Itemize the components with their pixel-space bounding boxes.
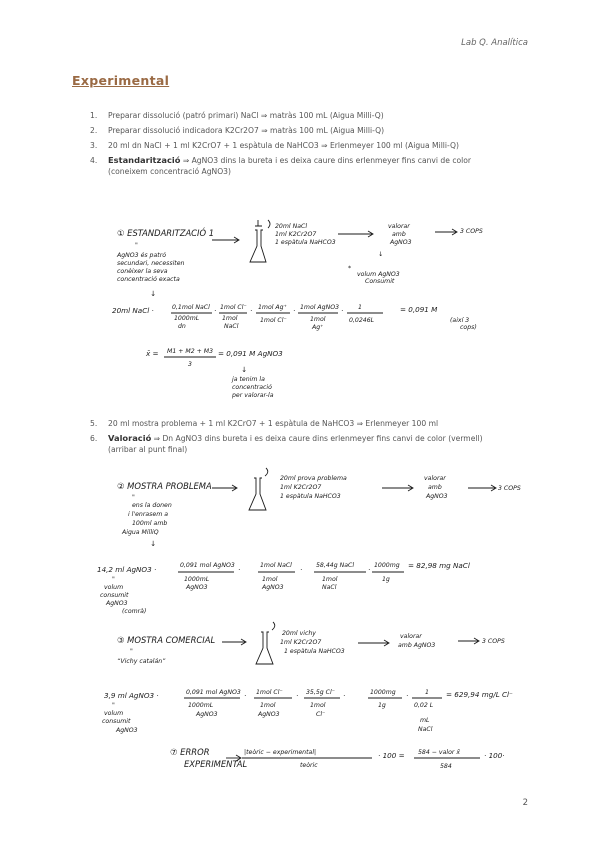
svg-text:EXPERIMENTAL: EXPERIMENTAL bbox=[184, 759, 248, 769]
svg-text:1: 1 bbox=[358, 304, 362, 311]
svg-text:1mol: 1mol bbox=[322, 576, 338, 583]
svg-text:M1 + M2 + M3: M1 + M2 + M3 bbox=[167, 348, 214, 355]
svg-text:AgNO3: AgNO3 bbox=[116, 727, 138, 734]
repetitions: 3 COPS bbox=[460, 228, 483, 235]
svg-text:|teòric − experimental|: |teòric − experimental| bbox=[244, 749, 317, 756]
svg-text:Cl⁻: Cl⁻ bbox=[316, 711, 326, 718]
std-result: = 0,091 M bbox=[400, 305, 438, 314]
svg-text:AgNO3: AgNO3 bbox=[426, 493, 448, 500]
svg-text:1mol: 1mol bbox=[310, 702, 326, 709]
svg-text:i l'enrasem a: i l'enrasem a bbox=[128, 511, 168, 518]
svg-text:NaCl: NaCl bbox=[322, 584, 337, 591]
std-calc-lead: 20ml NaCl · bbox=[112, 306, 154, 315]
svg-text:·: · bbox=[250, 306, 253, 315]
commercial-calc-lead: 3,9 ml AgNO3 · bbox=[104, 691, 159, 700]
svg-text:1mol AgNO3: 1mol AgNO3 bbox=[300, 304, 340, 311]
svg-text:amb AgNO3: amb AgNO3 bbox=[398, 642, 436, 649]
mean-result: = 0,091 M AgNO3 bbox=[218, 349, 283, 358]
svg-text:584: 584 bbox=[440, 763, 452, 770]
svg-text:Consumit: Consumit bbox=[365, 278, 395, 285]
problem-label: ② MOSTRA PROBLEMA bbox=[117, 481, 212, 491]
svg-text:1mol Cl⁻: 1mol Cl⁻ bbox=[220, 304, 247, 311]
svg-text:35,5g Cl⁻: 35,5g Cl⁻ bbox=[306, 689, 335, 696]
svg-text:": " bbox=[135, 242, 138, 249]
svg-text:": " bbox=[130, 648, 133, 655]
svg-text:584 − valor x̄: 584 − valor x̄ bbox=[418, 749, 461, 756]
svg-text:↓: ↓ bbox=[150, 289, 157, 298]
svg-text:volum: volum bbox=[104, 710, 124, 717]
svg-text:secundari, necessiten: secundari, necessiten bbox=[117, 260, 185, 267]
svg-text:": " bbox=[112, 576, 115, 583]
svg-text:AgNO3: AgNO3 bbox=[262, 584, 284, 591]
problem-result: = 82,98 mg NaCl bbox=[408, 561, 470, 570]
svg-text:dn: dn bbox=[178, 323, 186, 330]
problem-calc-lead: 14,2 ml AgNO3 · bbox=[97, 565, 157, 574]
svg-text:volum: volum bbox=[104, 584, 124, 591]
svg-text:1000mg: 1000mg bbox=[374, 562, 400, 569]
svg-text:·: · bbox=[238, 565, 241, 574]
svg-text:per valorar-la: per valorar-la bbox=[232, 392, 274, 399]
list-item: 2. Preparar dissolució indicadora K2Cr2O7 ⇒ matràs 100 mL (Aigua Milli-Q) bbox=[90, 126, 385, 135]
svg-text:NaCl: NaCl bbox=[418, 726, 433, 733]
svg-text:20ml prova problema: 20ml prova problema bbox=[280, 475, 347, 482]
svg-text:“Vichy catalán”: “Vichy catalán” bbox=[117, 658, 166, 665]
std-label: ① ESTANDARITZACIÓ 1 bbox=[117, 228, 215, 238]
svg-text:amb: amb bbox=[428, 484, 442, 491]
svg-text:·: · bbox=[368, 565, 371, 574]
svg-text:·: · bbox=[244, 691, 247, 700]
svg-text:(així 3: (així 3 bbox=[450, 317, 470, 324]
svg-text:1mol Ag⁺: 1mol Ag⁺ bbox=[258, 304, 287, 311]
list-item: 1. Preparar dissolució (patró primari) NaCl ⇒ matràs 100 mL (Aigua Milli-Q) bbox=[90, 111, 384, 120]
svg-text:·: · bbox=[300, 565, 303, 574]
svg-text:1ml K2Cr2O7: 1ml K2Cr2O7 bbox=[275, 231, 317, 238]
flask-contents: 20ml NaCl bbox=[275, 223, 308, 230]
svg-text:concentració: concentració bbox=[232, 384, 272, 391]
svg-text:1mol: 1mol bbox=[260, 702, 276, 709]
commercial-label: ③ MOSTRA COMERCIAL bbox=[117, 635, 216, 645]
svg-text:1000mL: 1000mL bbox=[174, 315, 200, 322]
svg-text:1ml K2Cr2O7: 1ml K2Cr2O7 bbox=[280, 639, 322, 646]
svg-text:1ml K2Cr2O7: 1ml K2Cr2O7 bbox=[280, 484, 322, 491]
svg-text:consumit: consumit bbox=[102, 718, 131, 725]
commercial-result: = 629,94 mg/L Cl⁻ bbox=[446, 690, 513, 699]
svg-text:0,091 mol AgNO3: 0,091 mol AgNO3 bbox=[186, 689, 241, 696]
svg-text:·: · bbox=[341, 306, 344, 315]
svg-text:·: · bbox=[343, 691, 346, 700]
svg-text:3: 3 bbox=[188, 361, 192, 368]
svg-text:100ml amb: 100ml amb bbox=[132, 520, 168, 527]
svg-text:1mol: 1mol bbox=[310, 316, 326, 323]
svg-text:concentració exacta: concentració exacta bbox=[117, 276, 180, 283]
erlenmeyer-flask-icon bbox=[250, 230, 266, 262]
page-header: Lab Q. Analítica bbox=[461, 38, 528, 48]
svg-text:consumit: consumit bbox=[100, 592, 129, 599]
svg-text:valorar: valorar bbox=[424, 475, 446, 482]
svg-text:↓: ↓ bbox=[241, 365, 248, 374]
svg-text:·: · bbox=[214, 306, 217, 315]
svg-text:1mol Cl⁻: 1mol Cl⁻ bbox=[260, 317, 287, 324]
page-number: 2 bbox=[522, 798, 528, 808]
svg-text:1g: 1g bbox=[378, 702, 386, 709]
svg-text:ens la donen: ens la donen bbox=[132, 502, 172, 509]
svg-text:AgNO3: AgNO3 bbox=[258, 711, 280, 718]
svg-text:AgNO3: AgNO3 bbox=[390, 239, 412, 246]
svg-text:Aigua MilliQ: Aigua MilliQ bbox=[122, 529, 159, 536]
erlenmeyer-flask-icon bbox=[256, 632, 273, 664]
svg-text:conèixer la seva: conèixer la seva bbox=[117, 268, 168, 275]
svg-text:1: 1 bbox=[425, 689, 429, 696]
svg-text:AgNO3: AgNO3 bbox=[106, 600, 128, 607]
svg-text:1mol: 1mol bbox=[262, 576, 278, 583]
svg-text:x̄ =: x̄ = bbox=[146, 349, 159, 358]
svg-text:teòric: teòric bbox=[300, 762, 318, 769]
erlenmeyer-flask-icon bbox=[249, 478, 266, 510]
svg-text:Ag⁺: Ag⁺ bbox=[312, 324, 324, 331]
svg-text:1 espàtula NaHCO3: 1 espàtula NaHCO3 bbox=[280, 493, 341, 500]
svg-text:3 COPS: 3 COPS bbox=[498, 485, 521, 492]
svg-text:1mol: 1mol bbox=[222, 315, 238, 322]
svg-text:cops): cops) bbox=[460, 324, 477, 331]
svg-text:·: · bbox=[293, 306, 296, 315]
svg-text:1g: 1g bbox=[382, 576, 390, 583]
svg-text:·: · bbox=[296, 691, 299, 700]
svg-text:NaCl: NaCl bbox=[224, 323, 239, 330]
section-title: Experimental bbox=[72, 73, 170, 88]
svg-text:ja tenim la: ja tenim la bbox=[232, 376, 265, 383]
svg-text:0,02 L: 0,02 L bbox=[414, 702, 434, 709]
svg-text:": " bbox=[132, 494, 135, 501]
svg-text:(comrà): (comrà) bbox=[122, 608, 147, 615]
svg-text:AgNO3: AgNO3 bbox=[186, 584, 208, 591]
svg-text:amb: amb bbox=[392, 231, 406, 238]
svg-text:20ml vichy: 20ml vichy bbox=[282, 630, 316, 637]
svg-text:· 100 =: · 100 = bbox=[378, 751, 405, 760]
svg-text:1000mL: 1000mL bbox=[188, 702, 214, 709]
list-item: 3. 20 ml dn NaCl + 1 ml K2CrO7 + 1 espàtula de NaHCO3 ⇒ Erlenmeyer 100 ml (Aigua Milli-Q) bbox=[90, 141, 459, 150]
consumed-note: volum AgNO3 bbox=[357, 271, 400, 278]
error-label: ⑦ ERROR bbox=[170, 747, 210, 757]
svg-text:58,44g NaCl: 58,44g NaCl bbox=[316, 562, 355, 569]
list-item: 5. 20 ml mostra problema + 1 ml K2CrO7 + 1 espàtula de NaHCO3 ⇒ Erlenmeyer 100 ml bbox=[90, 419, 439, 428]
list-item: 4. Estandarització ⇒ AgNO3 dins la bureta i es deixa caure dins erlenmeyer fins canvi de color (coneixem concentració AgNO3) bbox=[90, 155, 472, 176]
svg-text:· 100·: · 100· bbox=[484, 751, 505, 760]
svg-text:*: * bbox=[348, 265, 352, 272]
svg-text:0,1mol NaCl: 0,1mol NaCl bbox=[172, 304, 210, 311]
svg-text:3 COPS: 3 COPS bbox=[482, 638, 505, 645]
action-text: valorar bbox=[388, 223, 410, 230]
svg-text:valorar: valorar bbox=[400, 633, 422, 640]
svg-text:1000mg: 1000mg bbox=[370, 689, 396, 696]
std-note: AgNO3 és patró bbox=[117, 252, 167, 259]
svg-text:1 espàtula NaHCO3: 1 espàtula NaHCO3 bbox=[284, 648, 345, 655]
svg-text:AgNO3: AgNO3 bbox=[196, 711, 218, 718]
svg-text:mL: mL bbox=[420, 717, 430, 724]
svg-text:0,091 mol AgNO3: 0,091 mol AgNO3 bbox=[180, 562, 235, 569]
list-item: 6. Valoració ⇒ Dn AgNO3 dins bureta i es deixa caure dins erlenmeyer fins canvi de color (vermell) (arribar al punt final) bbox=[90, 433, 483, 454]
svg-text:1mol NaCl: 1mol NaCl bbox=[260, 562, 292, 569]
svg-text:0,0246L: 0,0246L bbox=[349, 317, 375, 324]
svg-text:↓: ↓ bbox=[378, 251, 384, 258]
svg-text:↓: ↓ bbox=[150, 539, 157, 548]
svg-text:1000mL: 1000mL bbox=[184, 576, 210, 583]
svg-text:·: · bbox=[406, 691, 409, 700]
svg-text:": " bbox=[112, 702, 115, 709]
svg-text:1mol Cl⁻: 1mol Cl⁻ bbox=[256, 689, 283, 696]
svg-text:1 espàtula NaHCO3: 1 espàtula NaHCO3 bbox=[275, 239, 336, 246]
